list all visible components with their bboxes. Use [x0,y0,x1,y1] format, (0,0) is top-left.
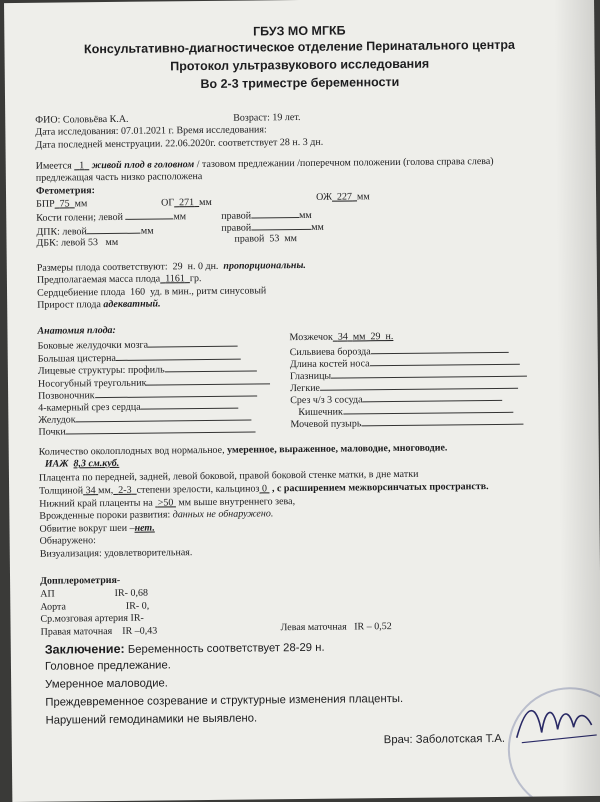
doctor-name: Врач: Заболотская Т.А. [383,732,506,747]
anatomy-left-4: Позвоночник [38,386,257,401]
shin-bones: Кости голени; левой мм [36,211,187,224]
protocol-title: Протокол ультразвукового исследования [170,56,430,74]
trimester-subtitle: Во 2-3 триместре беременности [200,74,400,92]
anatomy-left-2: Лицевые структуры: профиль [38,361,257,376]
anatomy-left-3: Носогубный треугольник [38,374,271,389]
patient-age: Возраст: 19 лет. [233,111,301,124]
afi-value: ИАЖ 8,3 см.куб. [44,457,120,470]
dpk-value: ДПК: левой мм [36,225,154,238]
anatomy-right-4: Легкие [290,379,518,394]
conclusion-line-4: Нарушений гемодинамики не выявлено. [45,712,258,727]
doppler-heading: Допплерометрия- [40,574,121,587]
presenting-part: предлежащая часть низко расположена [35,171,203,184]
doppler-ap: АП IR- 0,68 [40,587,149,600]
anatomy-right-3: Глазницы [290,367,527,382]
dpk-right: правой мм [221,221,324,234]
detected: Обнаружено: [39,535,96,547]
anatomy-right-6: Кишечник [298,403,513,418]
oj-value: ОЖ 227 мм [316,191,370,203]
anatomy-left-5: 4-камерный срез сердца [38,399,238,414]
malformations: Врожденные пороки развития: данных не обнаружено. [39,508,274,522]
anatomy-left-7: Почки [38,422,255,437]
placenta-thickness: Толщиной 34 мм, 2-3 степени зрелости, кальциноз 0 , с расширением межворсинчатых пространств. [39,481,489,497]
exam-date: Дата исследования: 07.01.2021 г. Время исследования: [35,124,267,138]
conclusion-line-2: Умеренное маловодие. [45,677,168,691]
anatomy-right-7: Мочевой пузырь [290,415,523,430]
anatomy-right-2: Длина костей носа [290,355,520,370]
estimated-weight: Предполагаемая масса плода 1161 гр. [36,273,202,286]
last-menstruation: Дата последней менструации. 22.06.2020г. соответствует 28 н. 3 дн. [35,136,324,151]
anatomy-right-1: Сильвиева борозда [290,343,509,358]
shin-bones-right: правой мм [221,209,312,222]
anatomy-right-5: Срез ч/з 3 сосуда [290,391,502,406]
dbk-value: ДБК: левой 53 мм [36,236,119,249]
conclusion: Заключение: Беременность соответствует 28-29 н. [44,641,325,657]
anatomy-left-0: Боковые желудочки мозга [38,337,239,352]
page-edge-shadow [554,0,600,796]
conclusion-line-3: Преждевременное созревание и структурные изменения плаценты. [45,692,404,709]
amniotic-fluid: Количество околоплодных вод нормальное, умеренное, выраженное, маловодие, многоводие. [38,442,448,458]
cord-entanglement: Обвитие вокруг шеи –нет. [39,522,155,535]
doppler-cerebral: Ср.мозговая артерия IR- [40,612,144,625]
bpr-value: БПР 75 мм [36,198,88,210]
growth: Прирост плода адекватный. [37,298,161,311]
doppler-left-uterine: Левая маточная IR – 0,52 [280,621,392,634]
placenta-edge: Нижний край плаценты на >50 мм выше внутреннего зева, [39,496,296,510]
anatomy-heading: Анатомия плода: [37,324,116,337]
og-value: ОГ 271 мм [161,196,212,209]
heart-rate: Сердцебиение плода 160 уд. в мин., ритм синусовый [36,285,267,299]
anatomy-left-1: Большая цистерна [38,350,241,365]
protocol-sheet [4,0,600,802]
dbk-right: правой 53 мм [234,233,298,245]
conclusion-line-1: Головное предлежание. [44,659,171,673]
placenta-location: Плацента по передней, задней, левой боковой, правой боковой стенке матки, в дне матки [38,468,419,484]
visualization: Визуализация: удовлетворительная. [39,547,193,560]
anatomy-left-6: Желудок [38,411,251,426]
doppler-aorta: Аорта IR- 0, [40,600,150,613]
clinic-name: ГБУЗ МО МГКБ [252,23,346,39]
patient-name: ФИО: Соловьёва К.А. [35,113,129,126]
department-name: Консультативно-диагностическое отделение Перинатального центра [83,37,516,57]
fetometry-heading: Фетометрия: [35,185,96,197]
fetus-count: Имеется 1 живой плод в головном / тазовом предлежании /поперечном положении (голова справа слева) [35,155,494,172]
size-correspondence: Размеры плода соответствуют: 29 н. 0 дн. пропорциональны. [36,259,306,274]
cerebellum: Мозжечок 34 мм 29 н. [289,331,394,344]
doppler-right-uterine: Правая маточная IR –0,43 [40,625,158,638]
